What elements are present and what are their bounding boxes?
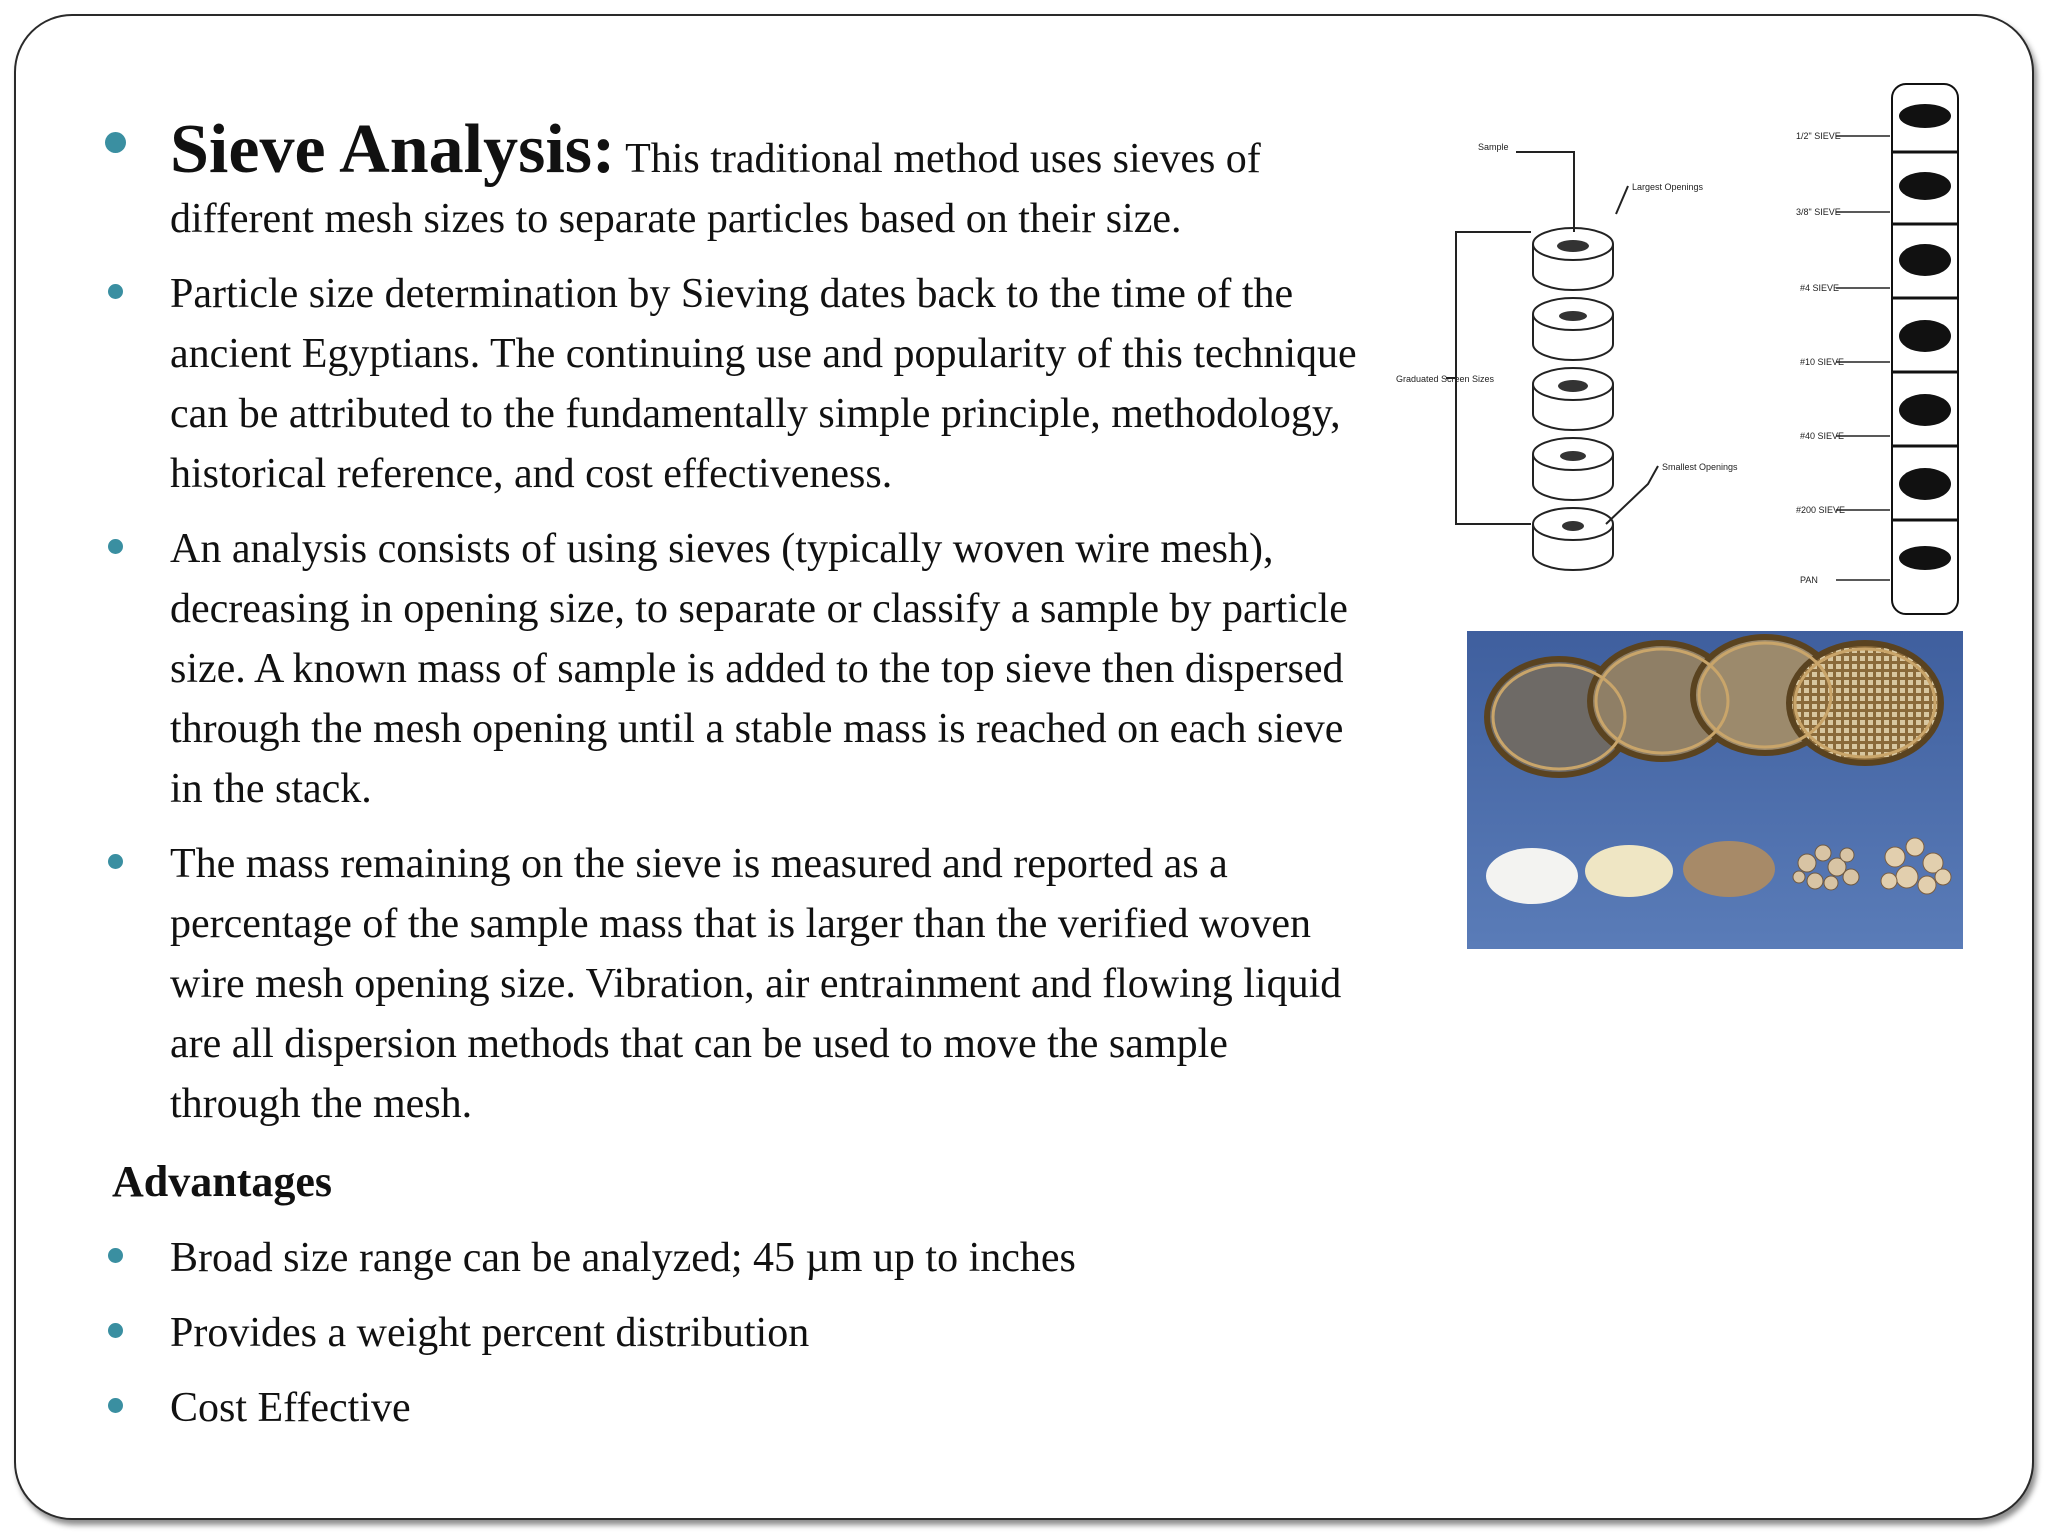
stack-label: #4 SIEVE bbox=[1800, 283, 1840, 293]
bullet-dot-icon bbox=[108, 1398, 123, 1413]
bullet-text: The mass remaining on the sieve is measured and reported as a percentage of the sample mass that is larger than the verified woven wire mesh opening size. Vibration, air entrainment and flowing liquid are all dispersion methods that can be used to move the sample through the mesh. bbox=[170, 841, 1342, 1127]
advantage-text: Provides a weight percent distribution bbox=[170, 1310, 810, 1356]
assembled-sieve-stack bbox=[1796, 84, 1958, 614]
bullet-analysis bbox=[108, 519, 1368, 819]
advantages-heading: Advantages bbox=[112, 1157, 333, 1206]
exploded-sieve-stack bbox=[1533, 228, 1613, 570]
stack-label: PAN bbox=[1800, 575, 1818, 585]
stack-label: #200 SIEVE bbox=[1796, 505, 1846, 515]
label-sample: Sample bbox=[1478, 142, 1509, 152]
bullet-history bbox=[108, 264, 1368, 504]
bullet-text: Particle size determination by Sieving dates back to the time of the ancient Egyptians. The continuing use and popularity of this technique can be attributed to the fundamentally simple principle, methodology, historical reference, and cost effectiveness. bbox=[170, 271, 1357, 497]
stack-label: 3/8" SIEVE bbox=[1796, 207, 1841, 217]
stack-label: #40 SIEVE bbox=[1800, 431, 1845, 441]
advantage-text: Cost Effective bbox=[170, 1385, 411, 1431]
label-graduated: Graduated Screen Sizes bbox=[1396, 374, 1495, 384]
intro-text: This traditional method uses sieves of different mesh sizes to separate particles based on their size. bbox=[170, 136, 1261, 242]
bullet-dot-icon bbox=[105, 132, 126, 153]
advantage-item bbox=[108, 1378, 1368, 1438]
bullet-mass bbox=[108, 834, 1368, 1134]
advantage-item bbox=[108, 1228, 1368, 1288]
slide-body bbox=[108, 111, 1368, 1453]
stack-label: 1/2" SIEVE bbox=[1796, 131, 1841, 141]
advantage-item bbox=[108, 1303, 1368, 1363]
label-smallest: Smallest Openings bbox=[1662, 462, 1738, 472]
bullet-text: An analysis consists of using sieves (typically woven wire mesh), decreasing in opening size, to separate or classify a sample by particle size. A known mass of sample is added to the top sieve then dispersed through the mesh opening until a stable mass is reached on each sieve in the stack. bbox=[170, 526, 1348, 812]
label-largest: Largest Openings bbox=[1632, 182, 1704, 192]
bullet-dot-icon bbox=[108, 284, 123, 299]
stack-label: #10 SIEVE bbox=[1800, 357, 1845, 367]
sieves-photo bbox=[1467, 631, 1963, 949]
bullet-dot-icon bbox=[108, 539, 123, 554]
slide-title: Sieve Analysis: bbox=[170, 111, 616, 188]
bullet-dot-icon bbox=[108, 1248, 123, 1263]
sieve-stack-diagram bbox=[1396, 74, 1968, 622]
advantage-text: Broad size range can be analyzed; 45 µm up to inches bbox=[170, 1235, 1076, 1281]
bullet-dot-icon bbox=[108, 854, 123, 869]
bullet-sieve-analysis bbox=[108, 111, 1368, 249]
bullet-dot-icon bbox=[108, 1323, 123, 1338]
